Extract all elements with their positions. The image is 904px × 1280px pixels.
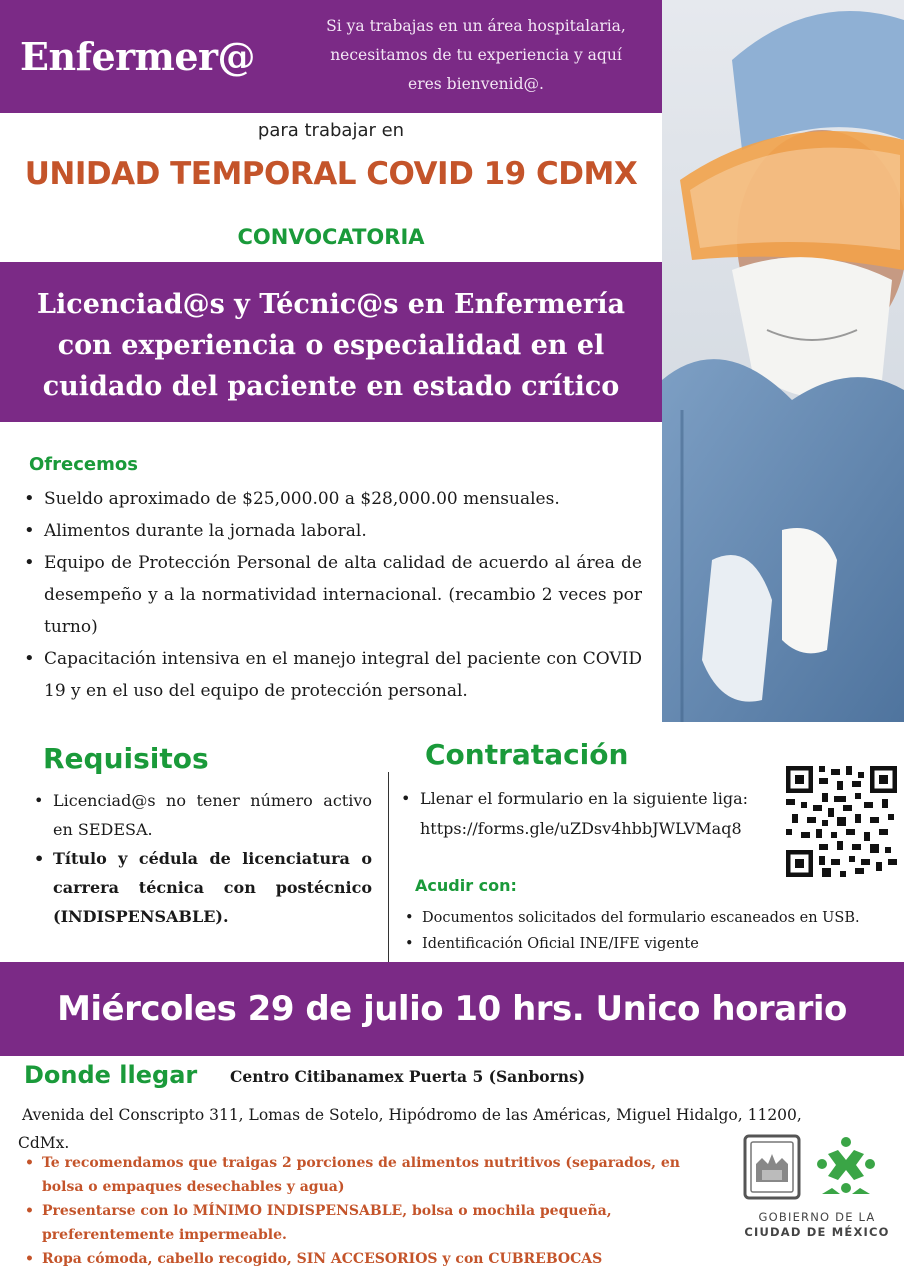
location-heading: Donde llegar bbox=[24, 1061, 198, 1089]
government-logo-text bbox=[742, 1210, 892, 1240]
profile-line: cuidado del paciente en estado crítico bbox=[42, 371, 620, 402]
bring-heading: Acudir con: bbox=[415, 876, 517, 895]
intro-line: Si ya trabajas en un área hospitalaria, bbox=[326, 17, 626, 35]
hiring-heading: Contratación bbox=[425, 738, 629, 771]
list-item: • Capacitación intensiva en el manejo integral del paciente con COVID 19 y en el uso del equipo de protección personal. bbox=[22, 643, 642, 707]
profile-banner bbox=[0, 262, 662, 422]
qr-code-icon[interactable] bbox=[786, 766, 897, 877]
list-item bbox=[400, 784, 780, 844]
list-item: • Identificación Oficial INE/IFE vigente bbox=[404, 931, 894, 957]
logo-line: CIUDAD DE MÉXICO bbox=[744, 1225, 890, 1239]
list-item: • Ropa cómoda, cabello recogido, SIN ACCESORIOS y con CUBREBOCAS bbox=[24, 1247, 714, 1271]
nurse-illustration bbox=[662, 0, 904, 722]
page-title: Enfermer@ bbox=[20, 34, 256, 79]
venue-name: Centro Citibanamex Puerta 5 (Sanborns) bbox=[230, 1067, 586, 1086]
list-item: • Te recomendamos que traigas 2 porciones de alimentos nutritivos (separados, en bolsa o empaques desechables y agua) bbox=[24, 1151, 714, 1199]
list-item: • Documentos solicitados del formulario escaneados en USB. bbox=[404, 905, 894, 931]
intro-line: necesitamos de tu experiencia y aquí bbox=[330, 46, 622, 64]
title-banner bbox=[0, 0, 290, 113]
form-instruction: Llenar el formulario en la siguiente liga: bbox=[420, 789, 749, 808]
shield-icon bbox=[745, 1136, 799, 1198]
cdmx-emblem-icon bbox=[817, 1137, 875, 1194]
unit-heading: UNIDAD TEMPORAL COVID 19 CDMX bbox=[24, 156, 638, 192]
subtitle: para trabajar en bbox=[257, 120, 405, 141]
list-item: • Alimentos durante la jornada laboral. bbox=[22, 515, 642, 547]
nurse-photo bbox=[662, 0, 904, 722]
bring-list bbox=[404, 905, 894, 957]
intro-line: eres bienvenid@. bbox=[408, 75, 544, 93]
profile-line: Licenciad@s y Técnic@s en Enfermería bbox=[37, 289, 625, 320]
venue-address: Avenida del Conscripto 311, Lomas de Sotelo, Hipódromo de las Américas, Miguel Hidalgo, 11200, CdMx. bbox=[18, 1106, 802, 1152]
list-item: • Licenciad@s no tener número activo en SEDESA. bbox=[32, 786, 372, 844]
list-item: • Título y cédula de licenciatura o carrera técnica con postécnico (INDISPENSABLE). bbox=[32, 844, 372, 931]
column-divider bbox=[388, 772, 389, 962]
form-link[interactable]: https://forms.gle/uZDsv4hbbJWLVMaq8 bbox=[420, 819, 742, 838]
logo-line: GOBIERNO DE LA bbox=[758, 1210, 876, 1224]
intro-banner bbox=[290, 0, 662, 113]
list-item: • Presentarse con lo MÍNIMO INDISPENSABLE, bolsa o mochila pequeña, preferentemente impermeable. bbox=[24, 1199, 714, 1247]
list-item: • Equipo de Protección Personal de alta calidad de acuerdo al área de desempeño y a la normatividad internacional. (recambio 2 veces por turno) bbox=[22, 547, 642, 643]
offer-heading: Ofrecemos bbox=[29, 454, 138, 475]
hiring-list bbox=[400, 784, 780, 844]
requirements-heading: Requisitos bbox=[43, 742, 209, 775]
call-heading: CONVOCATORIA bbox=[237, 225, 425, 249]
date-banner: Miércoles 29 de julio 10 hrs. Unico horario bbox=[0, 962, 904, 1056]
profile-line: con experiencia o especialidad en el bbox=[57, 330, 605, 361]
tips-list bbox=[24, 1151, 714, 1271]
offer-list bbox=[22, 483, 642, 707]
list-item: • Sueldo aproximado de $25,000.00 a $28,000.00 mensuales. bbox=[22, 483, 642, 515]
requirements-list bbox=[32, 786, 372, 931]
